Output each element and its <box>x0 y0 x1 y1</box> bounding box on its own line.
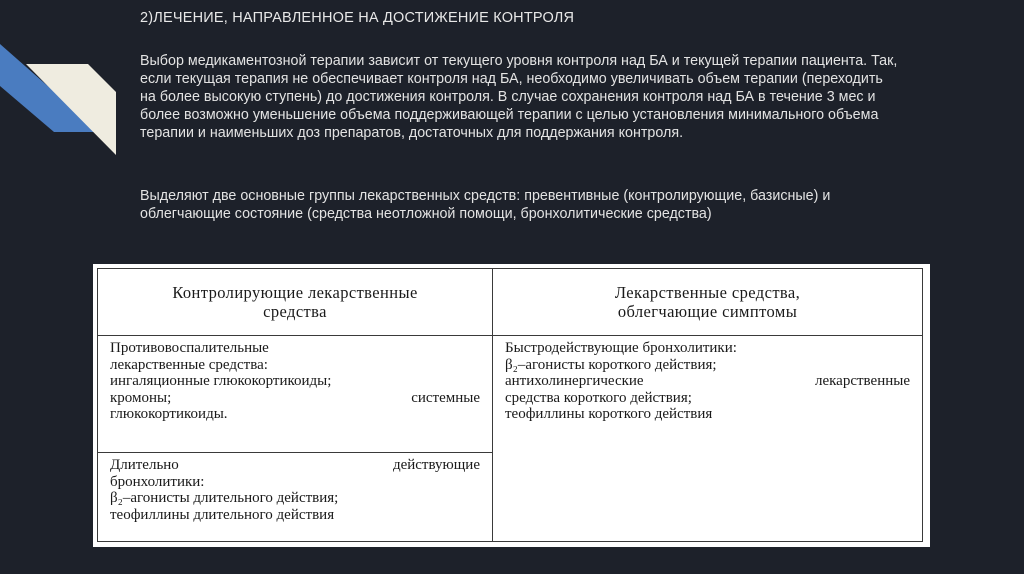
cell-word: лекарственные <box>814 373 910 389</box>
drug-groups-table <box>97 268 923 542</box>
cell-line: бронхолитики: <box>110 473 205 490</box>
cell-word: антихолинергические <box>505 373 644 389</box>
cell-word: кромоны; <box>110 389 172 406</box>
cell-word: действующие <box>392 457 480 473</box>
paragraph-2: Выделяют две основные группы лекарственных средств: превентивные (контролирующие, базисные) и облегчающие состояние (средства неотложной помощи, бронхолитические средства) <box>140 188 831 222</box>
table-row <box>98 336 923 453</box>
slide-title: 2)ЛЕЧЕНИЕ, НАПРАВЛЕННОЕ НА ДОСТИЖЕНИЕ КОНТРОЛЯ <box>140 10 575 26</box>
cell-line: Противовоспалительные <box>110 340 269 356</box>
header-relieving-line-2: облегчающие симптомы <box>617 302 798 321</box>
cell-line: β₂–агонисты длительного действия; <box>110 490 339 506</box>
header-relieving <box>493 269 923 336</box>
cell-word: системные <box>411 389 480 406</box>
header-controlling <box>98 269 493 336</box>
cell-line: теофиллины короткого действия <box>505 406 713 422</box>
cell-line: ингаляционные глюкокортикоиды; <box>110 373 332 389</box>
decorative-stripes <box>0 0 140 200</box>
cell-line: средства короткого действия; <box>505 389 692 406</box>
cell-line: Быстродействующие бронхолитики: <box>505 340 737 356</box>
cell-anti-inflammatory <box>98 336 493 453</box>
cell-justified-line <box>110 457 480 474</box>
paragraph-1: Выбор медикаментозной терапии зависит от текущего уровня контроля над БА и текущей терапии пациента. Так, если текущая терапия не обеспечивает контроля над БА, необходимо увеличивать объем терапии (переходить на более высокую ступень) до достижения контроля. В случае сохранения контроля над БА в течение 3 мес и более возможно уменьшение объема поддерживающей терапии с целью установления минимального объема терапии и наименьших доз препаратов, достаточных для поддержания контроля. <box>140 53 898 141</box>
cell-justified-line <box>505 373 910 390</box>
cell-line: β₂–агонисты короткого действия; <box>505 356 717 373</box>
header-controlling-line-2: средства <box>263 302 327 321</box>
cell-fast-bronchodilators <box>493 336 923 542</box>
cell-justified-line <box>110 390 480 407</box>
header-controlling-line-1: Контролирующие лекарственные <box>172 283 418 302</box>
cell-line: лекарственные средства: <box>110 356 268 373</box>
cell-long-acting-bronchodilators <box>98 453 493 542</box>
cell-line: теофиллины длительного действия <box>110 506 335 523</box>
cell-word: Длительно <box>110 457 179 473</box>
table-header-row <box>98 269 923 336</box>
header-relieving-line-1: Лекарственные средства, <box>614 283 801 302</box>
cell-line: глюкокортикоиды. <box>110 406 228 422</box>
drug-groups-table-image <box>93 264 930 547</box>
